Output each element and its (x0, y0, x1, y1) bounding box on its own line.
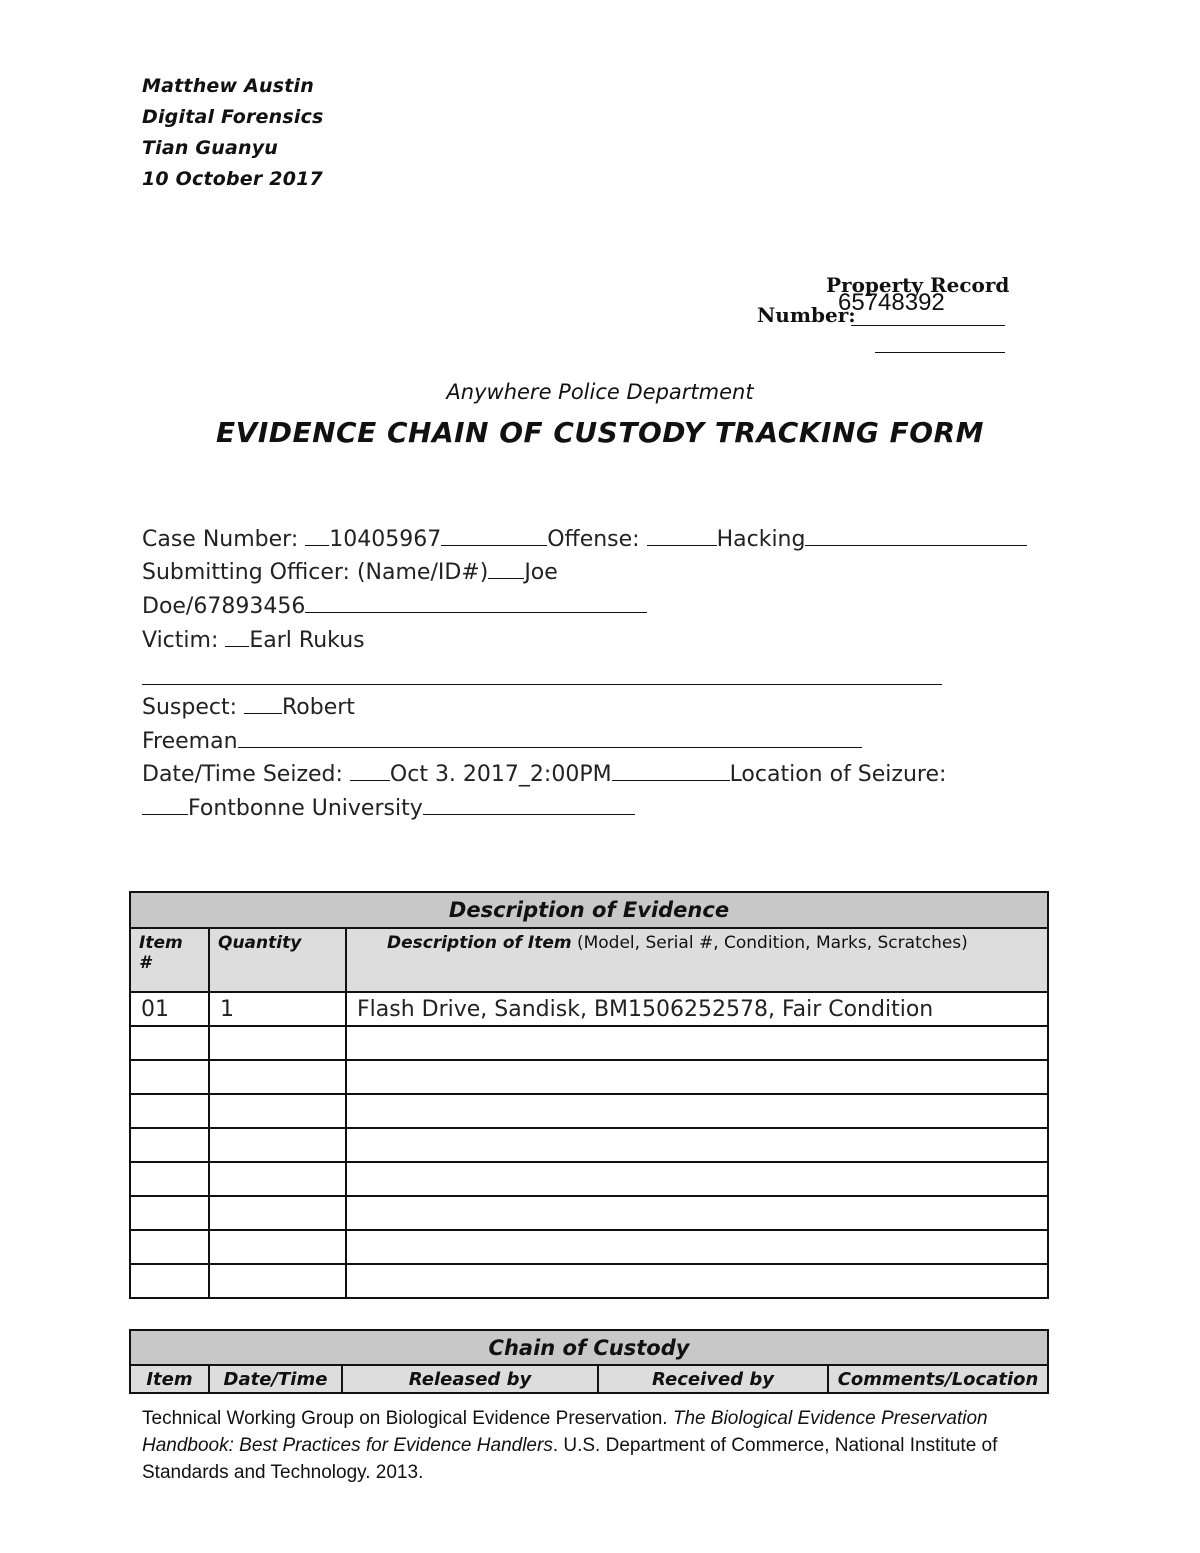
table-row (130, 1230, 1048, 1264)
table-row (130, 992, 1048, 1026)
evidence-item-cell (130, 1060, 209, 1094)
evidence-description-cell (346, 1060, 1048, 1094)
department-name: Anywhere Police Department (446, 380, 754, 404)
case-offense-line (142, 527, 1027, 552)
evidence-description-cell (346, 1128, 1048, 1162)
evidence-table (129, 891, 1049, 1299)
submission-date: 10 October 2017 (142, 168, 323, 190)
officer-line-2 (142, 594, 647, 619)
evidence-quantity-cell (209, 1128, 346, 1162)
evidence-item-cell (130, 1162, 209, 1196)
custody-col-item: Item (130, 1365, 209, 1393)
citation-title: The Biological Evidence Preservation Handbook: Best Practices for Evidence Handlers (142, 1408, 988, 1456)
evidence-quantity-cell: 1 (209, 992, 346, 1026)
property-record-rule-2 (875, 352, 1005, 353)
suspect-line (142, 695, 355, 720)
evidence-table-title: Description of Evidence (130, 892, 1048, 928)
evidence-item-cell (130, 1094, 209, 1128)
col-description-header (346, 928, 1048, 992)
evidence-quantity-cell (209, 1094, 346, 1128)
evidence-item-cell (130, 1196, 209, 1230)
col-description-rest: (Model, Serial #, Condition, Marks, Scratches) (571, 933, 968, 953)
table-row (130, 1094, 1048, 1128)
location-value: Fontbonne University (188, 796, 423, 821)
officer-label: Submitting Officer: (Name/ID#) (142, 560, 489, 585)
officer-line (142, 560, 558, 585)
evidence-description-cell (346, 1230, 1048, 1264)
evidence-quantity-cell (209, 1196, 346, 1230)
col-description-bold: Description of Item (387, 933, 572, 953)
custody-col-released-by: Released by (342, 1365, 598, 1393)
evidence-item-cell (130, 1026, 209, 1060)
officer-value: Joe (524, 560, 558, 585)
citation-authors: Technical Working Group on Biological Evidence Preservation. (142, 1408, 673, 1429)
property-record-number-label: Number: (757, 303, 856, 327)
property-record-number: 65748392 (838, 289, 945, 316)
date-seized-value: Oct 3. 2017_2:00PM (389, 762, 612, 787)
table-row (130, 1264, 1048, 1298)
col-quantity-header: Quantity (209, 928, 346, 992)
evidence-description-cell (346, 1196, 1048, 1230)
victim-rule (142, 684, 942, 685)
evidence-description-cell (346, 1162, 1048, 1196)
evidence-item-cell (130, 1128, 209, 1162)
author-name: Matthew Austin (142, 75, 314, 97)
evidence-description-cell (346, 1264, 1048, 1298)
citation-publisher: . U.S. Department of Commerce, National Institute of Standards and Technology. 2013. (142, 1435, 998, 1483)
victim-line (142, 628, 365, 653)
table-row (130, 1060, 1048, 1094)
course-name: Digital Forensics (142, 106, 324, 128)
suspect-value-cont: Freeman (142, 729, 238, 754)
victim-label: Victim: (142, 628, 226, 653)
suspect-line-2 (142, 729, 862, 754)
col-item-header: Item # (130, 928, 209, 992)
location-label: Location of Seizure: (729, 762, 947, 787)
custody-table-title: Chain of Custody (130, 1330, 1048, 1365)
offense-value: Hacking (716, 527, 806, 552)
suspect-value: Robert (282, 695, 355, 720)
evidence-item-cell (130, 1264, 209, 1298)
form-title: EVIDENCE CHAIN OF CUSTODY TRACKING FORM (216, 416, 984, 449)
evidence-item-cell (130, 1230, 209, 1264)
custody-table (129, 1329, 1049, 1394)
evidence-quantity-cell (209, 1060, 346, 1094)
location-line (142, 796, 635, 821)
custody-col-comments: Comments/Location (828, 1365, 1048, 1393)
victim-value: Earl Rukus (249, 628, 365, 653)
table-row (130, 1196, 1048, 1230)
seized-line (142, 762, 946, 787)
evidence-description-cell (346, 1026, 1048, 1060)
evidence-description-cell: Flash Drive, Sandisk, BM1506252578, Fair Condition (346, 992, 1048, 1026)
custody-col-datetime: Date/Time (209, 1365, 342, 1393)
table-row (130, 1162, 1048, 1196)
case-number-value: 10405967 (329, 527, 442, 552)
offense-label: Offense: (547, 527, 647, 552)
property-record-label: Property Record (826, 273, 1010, 297)
case-number-label: Case Number: (142, 527, 306, 552)
table-row (130, 1026, 1048, 1060)
instructor-name: Tian Guanyu (142, 137, 279, 159)
evidence-quantity-cell (209, 1026, 346, 1060)
evidence-item-cell: 01 (130, 992, 209, 1026)
evidence-quantity-cell (209, 1264, 346, 1298)
property-record-rule-1 (851, 325, 1005, 326)
date-seized-label: Date/Time Seized: (142, 762, 350, 787)
evidence-quantity-cell (209, 1162, 346, 1196)
citation (142, 1405, 1062, 1486)
table-row (130, 1128, 1048, 1162)
custody-col-received-by: Received by (598, 1365, 828, 1393)
suspect-label: Suspect: (142, 695, 244, 720)
evidence-quantity-cell (209, 1230, 346, 1264)
officer-value-cont: Doe/67893456 (142, 594, 306, 619)
evidence-description-cell (346, 1094, 1048, 1128)
